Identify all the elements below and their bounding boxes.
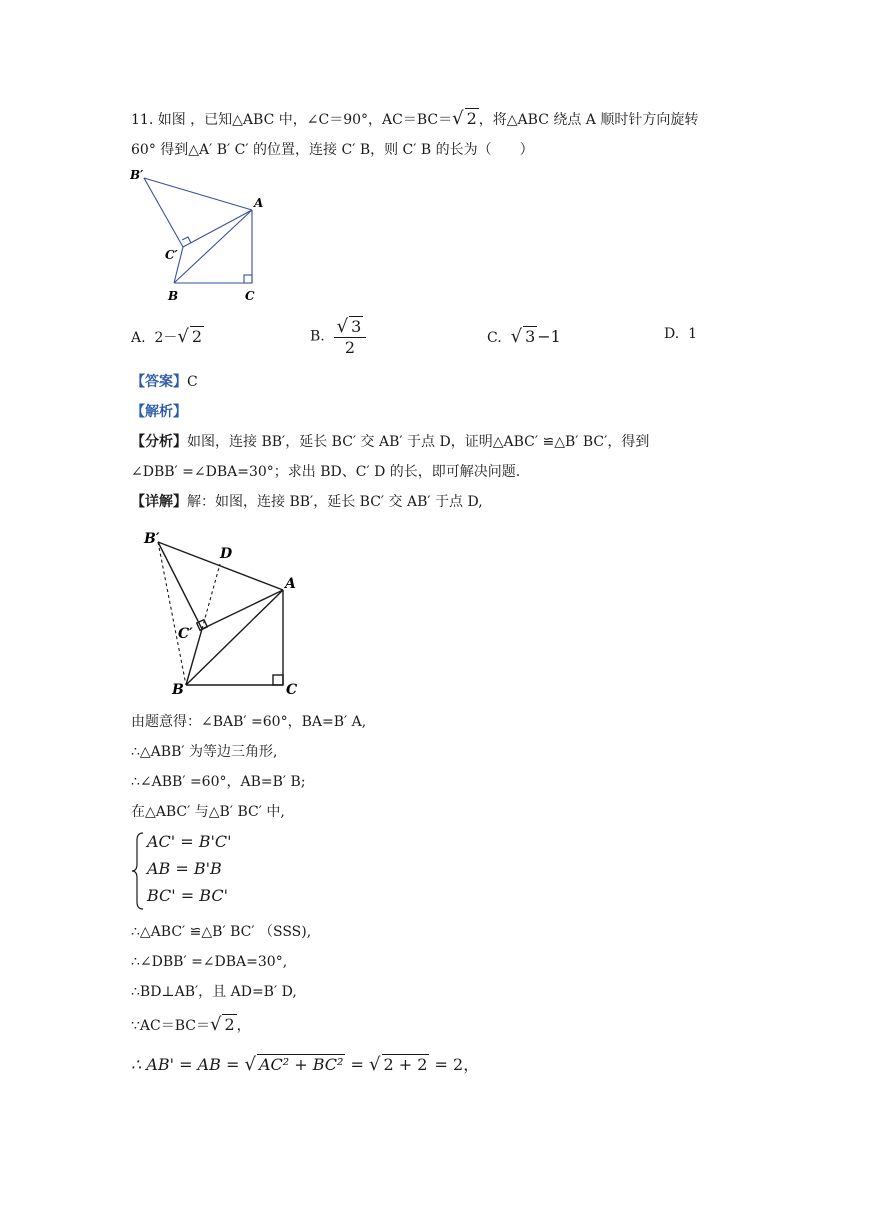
option-c: C. √ 3 −1	[487, 326, 561, 347]
figure-1	[130, 168, 270, 308]
option-b: B. $\frac{√ 3}{2}$	[310, 316, 366, 357]
step-8: ∵AC＝BC＝√ 2 ，	[131, 1014, 251, 1035]
step-7: ∴BD⊥AB′，且 AD=B′ D,	[131, 984, 297, 1000]
option-d: D. 1	[664, 326, 698, 342]
sqrt-2: 2	[466, 109, 477, 128]
step-6: ∴∠DBB′ =∠DBA=30°,	[131, 954, 288, 970]
step-1: 由题意得：∠BAB′ =60°，BA=B′ A,	[131, 714, 367, 730]
answer-line	[131, 372, 198, 392]
question-text-a: 11. 如图 ，已知△ABC 中，∠C＝90°，AC＝BC＝	[131, 112, 453, 128]
fenxi-tag: 【分析】	[131, 434, 187, 450]
label-c: C	[245, 289, 255, 303]
step-3: ∴∠ABB′ =60°，AB=B′ B;	[131, 774, 306, 790]
system-eq-1: AC' = B'C'	[147, 832, 232, 851]
analysis-tag: 【解析】	[131, 404, 187, 420]
label-a: A	[285, 576, 296, 592]
label-c: C	[286, 682, 298, 698]
label-b-prime: B′	[144, 531, 160, 547]
system-brace	[131, 832, 145, 910]
system-eq-2: AB = B'B	[147, 859, 222, 878]
step-9: ∴ AB' = AB = √ AC² + BC² = √ 2 + 2 = 2，	[131, 1054, 480, 1075]
label-b: B	[172, 682, 184, 698]
label-d: D	[220, 546, 233, 562]
xiangjie-tag: 【详解】	[131, 494, 187, 510]
question-line-2: 60° 得到△A′ B′ C′ 的位置，连接 C′ B，则 C′ B 的长为（ ）	[131, 142, 534, 158]
step-4: 在△ABC′ 与△B′ BC′ 中,	[131, 804, 285, 820]
answer-tag: 【答案】	[131, 374, 187, 390]
fenxi-line-2: ∠DBB′ =∠DBA=30°；求出 BD、C′ D 的长，即可解决问题.	[131, 464, 521, 480]
step-5: ∴△ABC′ ≌△B′ BC′ （SSS),	[131, 924, 312, 940]
label-c-prime: C′	[178, 626, 193, 642]
sqrt-sign: √	[452, 108, 464, 129]
option-a: A. 2－√ 2	[131, 326, 203, 347]
system-eq-3: BC' = BC'	[147, 886, 228, 905]
question-line-1	[131, 108, 698, 129]
label-c-prime: C′	[165, 248, 178, 262]
question-text-b: ，将△ABC 绕点 A 顺时针方向旋转	[478, 112, 699, 128]
label-a: A	[254, 196, 264, 210]
xiangjie-line: 【详解】解：如图，连接 BB′，延长 BC′ 交 AB′ 于点 D,	[131, 494, 483, 510]
figure-2	[140, 526, 310, 700]
answer-value: C	[187, 374, 198, 390]
label-b-prime: B′	[130, 168, 144, 182]
fenxi-line-1: 【分析】如图，连接 BB′，延长 BC′ 交 AB′ 于点 D，证明△ABC′ ≌△B′ BC′，得到	[131, 434, 650, 450]
fraction: $\frac{√ 3}{2}$	[334, 316, 367, 357]
step-2: ∴△ABB′ 为等边三角形,	[131, 744, 278, 760]
label-b: B	[168, 289, 179, 303]
